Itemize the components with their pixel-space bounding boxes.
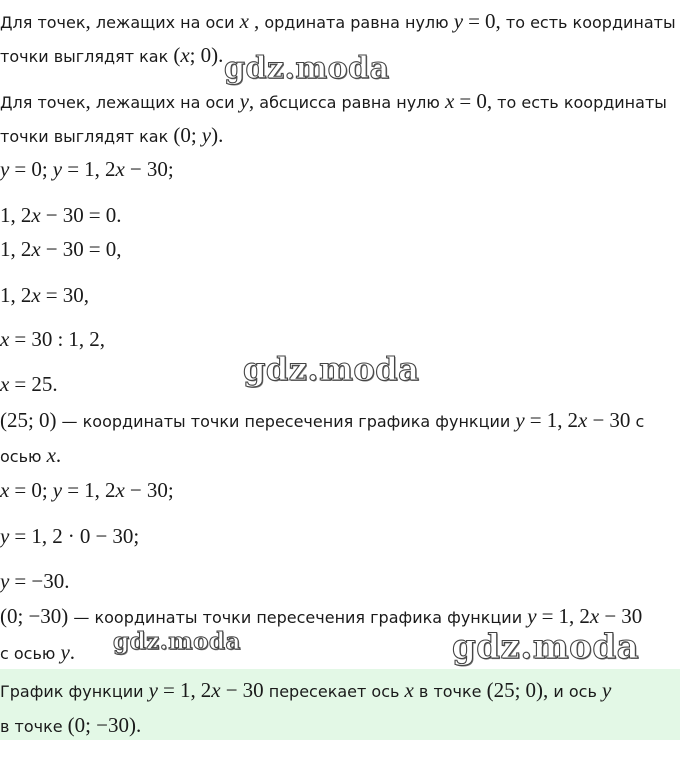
math-line: y = 1, 2 · 0 − 30; bbox=[0, 524, 140, 548]
watermark-logo: gdz.moda bbox=[452, 627, 640, 667]
text-line: (25; 0) — координаты точки пересечения графика функции y = 1, 2x − 30 с bbox=[0, 408, 645, 432]
math-line: x = 30 : 1, 2, bbox=[0, 327, 105, 351]
text-line: Для точек, лежащих на оси y, абсцисса равна нулю x = 0, то есть координаты bbox=[0, 89, 667, 113]
math-line: 1, 2x = 30, bbox=[0, 283, 89, 307]
watermark-logo: gdz.moda bbox=[113, 628, 241, 655]
watermark-logo: gdz.moda bbox=[243, 350, 420, 388]
text-line: с осью y. bbox=[0, 640, 76, 664]
watermark-logo: gdz.moda bbox=[224, 51, 390, 86]
math-line: x = 0; y = 1, 2x − 30; bbox=[0, 478, 174, 502]
answer-line: График функции y = 1, 2x − 30 пересекает ось x в точке (25; 0), и ось y bbox=[0, 678, 612, 702]
text-line: осью x. bbox=[0, 443, 62, 467]
text-line: (0; −30) — координаты точки пересечения графика функции y = 1, 2x − 30 bbox=[0, 604, 643, 628]
text-line: Для точек, лежащих на оси x , ордината равна нулю y = 0, то есть координаты bbox=[0, 9, 676, 33]
text-line: точки выглядят как (0; y). bbox=[0, 123, 224, 147]
answer-line: в точке (0; −30). bbox=[0, 713, 142, 737]
math-line: y = 0; y = 1, 2x − 30; bbox=[0, 157, 174, 181]
math-line: 1, 2x − 30 = 0, bbox=[0, 237, 122, 261]
math-line: 1, 2x − 30 = 0. bbox=[0, 203, 122, 227]
text-line: точки выглядят как (x; 0). bbox=[0, 43, 224, 67]
math-line: x = 25. bbox=[0, 372, 58, 396]
math-line: y = −30. bbox=[0, 569, 70, 593]
